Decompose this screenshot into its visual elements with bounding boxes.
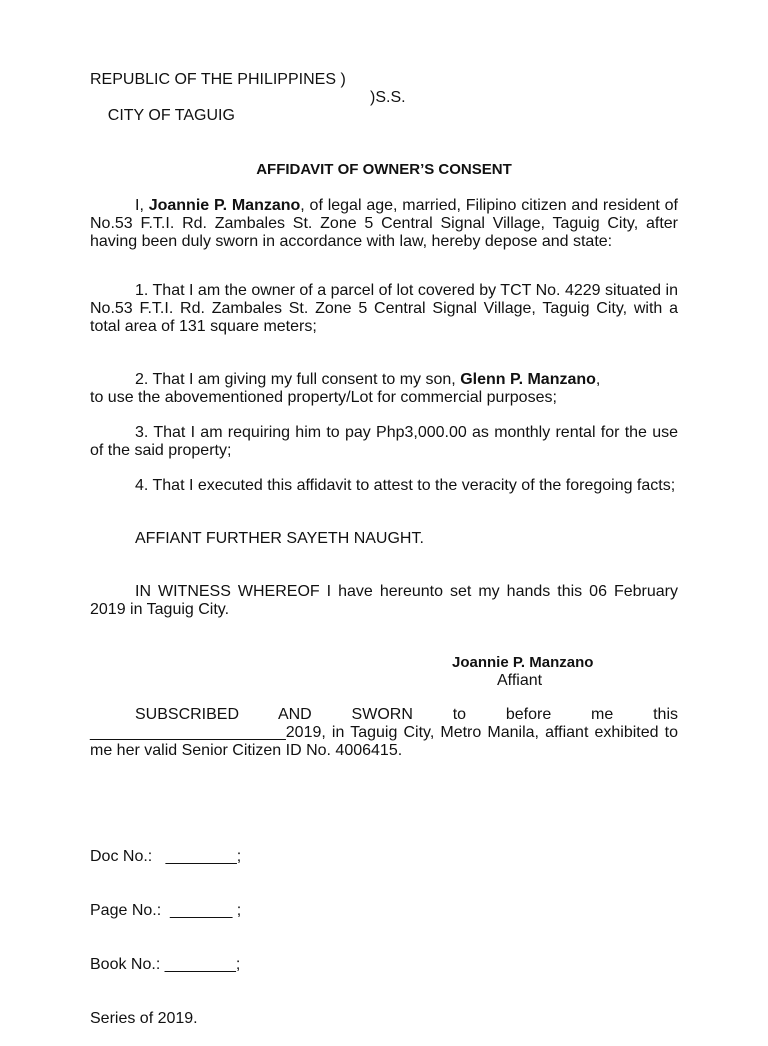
intro-paragraph [90,197,678,251]
venue-city-line [90,89,678,124]
item-4-paragraph [90,477,678,495]
signature-role: Affiant [497,672,543,689]
item-2-suffix: , [595,371,601,388]
venue-block [90,71,678,124]
notary-book-no: Book No.: ________; [90,956,241,973]
item-3-paragraph [90,424,678,460]
witness-text: IN WITNESS WHEREOF I have hereunto set my hands this 06 February 2019 in Taguig City. [90,583,678,618]
further-paragraph [90,530,678,548]
item-2-prefix: 2. That I am giving my full consent to my son, [135,371,461,388]
item-2-paragraph [90,371,678,407]
item-2-line-1 [90,371,678,389]
item-3-text: 3. That I am requiring him to pay Php3,000.00 as monthly rental for the use of the said property; [90,424,678,459]
item-2-line-2: to use the abovementioned property/Lot for commercial purposes; [90,389,557,406]
notary-doc-no: Doc No.: ________; [90,848,242,865]
jurat-text: SUBSCRIBED AND SWORN to before me this ______________________2019, in Taguig City, Metro Manila, affiant exhibited to me her valid Senior Citizen ID No. 4006415. [90,706,678,759]
intro-prefix: I, [135,197,149,214]
item-1-text: 1. That I am the owner of a parcel of lot covered by TCT No. 4229 situated in No.53 F.T.I. Rd. Zambales St. Zone 5 Central Signal Village, Taguig City, with a total area of 131 square meters; [90,282,678,335]
further-text: AFFIANT FURTHER SAYETH NAUGHT. [135,530,424,547]
affiant-name-inline: Joannie P. Manzano [148,197,301,214]
document-title: AFFIDAVIT OF OWNER’S CONSENT [256,161,512,178]
item-1-paragraph [90,282,678,336]
venue-republic: REPUBLIC OF THE PHILIPPINES ) [90,71,346,88]
signature-name: Joannie P. Manzano [452,654,594,671]
notary-series: Series of 2019. [90,1010,198,1027]
jurat-paragraph [90,706,678,760]
venue-city: CITY OF TAGUIG [107,107,235,124]
intro-rest: , of legal age, married, Filipino citizen and resident of No.53 F.T.I. Rd. Zambales St. Zone 5 Central Signal Village, Taguig City, after having been duly sworn in accordance with law, hereby depose and state: [90,197,678,250]
son-name: Glenn P. Manzano [460,371,596,388]
witness-paragraph [90,583,678,619]
venue-ss: )S.S. [370,89,406,106]
notary-page-no: Page No.: _______ ; [90,902,242,919]
signature-block [452,654,632,690]
item-4-text: 4. That I executed this affidavit to attest to the veracity of the foregoing facts; [135,477,676,494]
notary-block [90,812,241,1046]
